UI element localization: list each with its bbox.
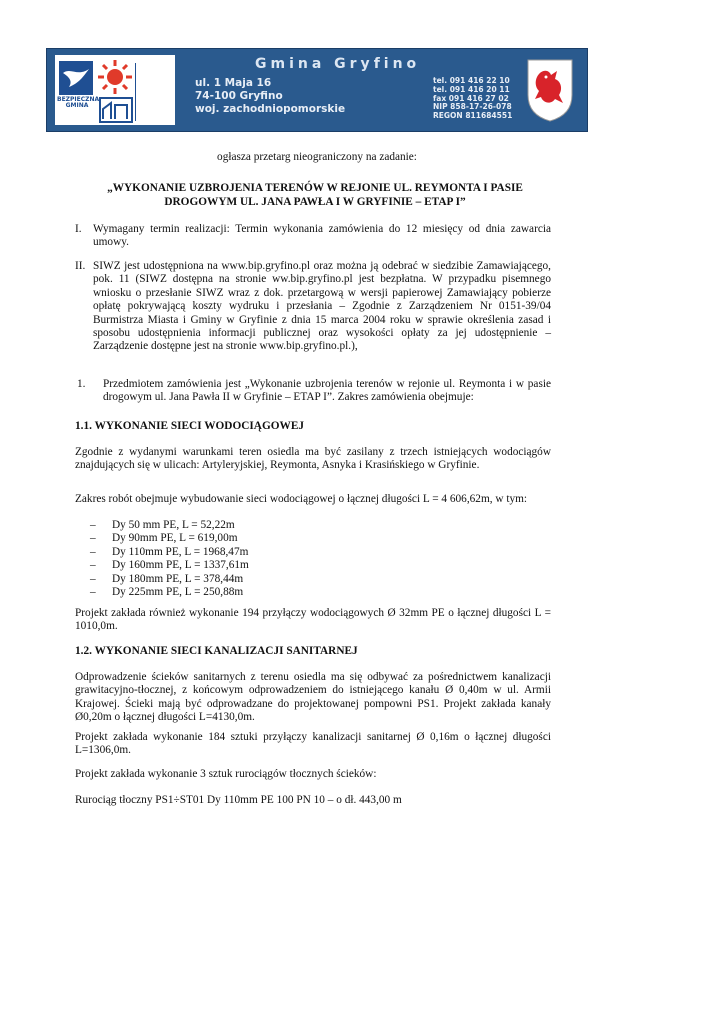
list-item-text: Dy 110mm PE, L = 1968,47m <box>112 545 249 558</box>
list-item-text: Dy 50 mm PE, L = 52,22m <box>112 519 235 531</box>
list-dash: – <box>90 559 96 572</box>
scope-paragraph: Zakres robót obejmuje wybudowanie sieci wodociągowej o łącznej długości L = 4 606,62m, w tym: <box>75 493 528 505</box>
sun-icon <box>97 59 133 95</box>
address-line: ul. 1 Maja 16 <box>195 77 272 89</box>
item-1-text: Przedmiotem zamówienia jest „Wykonanie uzbrojenia terenów w rejonie ul. Reymonta i w pasie drogowym ul. Jana Pawła II w Gryfinie – ETAP I”. Zakres zamówienia obejmuje: <box>103 378 551 404</box>
coat-of-arms <box>525 57 575 123</box>
logo-text: BEZPIECZNA GMINA <box>57 96 100 109</box>
section-i-marker: I. <box>75 223 82 235</box>
section-ii-marker: II. <box>75 260 86 272</box>
pipe-list <box>90 519 249 599</box>
list-dash: – <box>90 519 96 531</box>
tender-title <box>80 181 550 209</box>
contact-line: tel. 091 416 20 11 <box>433 84 510 94</box>
building-icon <box>99 97 133 123</box>
list-dash: – <box>90 586 96 599</box>
list-item <box>90 559 249 572</box>
pressure-pipes-paragraph: Projekt zakłada wykonanie 3 sztuk rurociągów tłocznych ścieków: <box>75 768 377 780</box>
list-item <box>90 573 249 586</box>
banner-contact <box>433 77 512 121</box>
address-line: 74-100 Gryfino <box>195 90 283 102</box>
municipality-logo <box>55 55 175 125</box>
list-item-text: Dy 90mm PE, L = 619,00m <box>112 532 238 545</box>
intro-text: ogłasza przetarg nieograniczony na zadanie: <box>217 151 417 163</box>
list-dash: – <box>90 572 96 585</box>
contact-line: NIP 858-17-26-078 <box>433 102 512 112</box>
section-1-2-heading: 1.2. WYKONANIE SIECI KANALIZACJI SANITARNEJ <box>75 645 358 657</box>
contact-line: REGON 811684551 <box>433 111 513 121</box>
list-item-text: Dy 180mm PE, L = 378,44m <box>112 572 244 585</box>
list-dash: – <box>90 545 96 558</box>
list-item <box>90 586 249 599</box>
list-dash: – <box>90 532 96 545</box>
list-item-text: Dy 160mm PE, L = 1337,61m <box>112 559 249 572</box>
section-i-text: Wymagany termin realizacji: Termin wykonania zamówienia do 12 miesięcy od dnia zawarcia umowy. <box>93 223 551 249</box>
sewage-connections-paragraph: Projekt zakłada wykonanie 184 sztuki przyłączy kanalizacji sanitarnej Ø 0,16m o łącznej długości L=1306,0m. <box>75 731 551 757</box>
item-1-marker: 1. <box>77 378 86 390</box>
pressure-pipe-line: Rurociąg tłoczny PS1÷ST01 Dy 110mm PE 100 PN 10 – o dł. 443,00 m <box>75 794 402 806</box>
connections-paragraph: Projekt zakłada również wykonanie 194 przyłączy wodociągowych Ø 32mm PE o łącznej długości L = 1010,0m. <box>75 607 551 633</box>
tender-title-line: „WYKONANIE UZBROJENIA TERENÓW W REJONIE UL. REYMONTA I PASIE <box>107 182 523 194</box>
banner-address <box>195 77 345 116</box>
address-line: woj. zachodniopomorskie <box>195 103 346 115</box>
swallow-icon <box>59 61 93 95</box>
list-item <box>90 546 249 559</box>
list-item <box>90 532 249 545</box>
contact-line: fax 091 416 27 02 <box>433 93 509 103</box>
section-1-1-paragraph: Zgodnie z wydanymi warunkami teren osiedla ma być zasilany z trzech istniejących wodociągów znajdujących się w ulicach: Artyleryjskiej, Reymonta, Asnyka i Krasińskiego w Gryfinie. <box>75 446 551 472</box>
contact-line: tel. 091 416 22 10 <box>433 76 510 85</box>
header-banner <box>46 48 588 132</box>
tender-title-line: DROGOWYM UL. JANA PAWŁA I W GRYFINIE – ETAP I” <box>164 196 466 208</box>
sewage-paragraph: Odprowadzenie ścieków sanitarnych z terenu osiedla ma się odbywać za pośrednictwem kanalizacji grawitacyjno-tłocznej, z końcowym odprowadzeniem do istniejącego kanału Ø 0,40m w ul. Armii Krajowej. Ścieki mają być odprowadzane do projektowanej pompowni PS1. Projekt zakłada kanały Ø0,20m o łącznej długości L=4130,0m. <box>75 671 551 724</box>
banner-title: Gmina Gryfino <box>255 56 421 72</box>
section-1-1-heading: 1.1. WYKONANIE SIECI WODOCIĄGOWEJ <box>75 420 305 432</box>
list-item <box>90 519 249 532</box>
section-ii-text: SIWZ jest udostępniona na www.bip.gryfino.pl oraz można ją odebrać w siedzibie Zamawiającego, pok. 11 (SIWZ dostępna na stronie ww.bip.gryfino.pl jest bezpłatna. W przypadku pisemnego wniosku o przesłanie SIWZ wraz z dok. przetargową w wersji papierowej Zamawiający pobierze opłatę pokrywającą koszty wydruku i przesłania – Zgodnie z Zarządzeniem Nr 0151-39/04 Burmistrza Miasta i Gminy w Gryfinie z dnia 15 marca 2004 roku w sprawie określenia zasad i sposobu udostępnienia informacji publicznej oraz wysokości opłaty za jej udostępnienie – Zarządzenie dostępne jest na stronie www.bip.gryfino.pl.), <box>93 260 551 353</box>
logo-divider <box>135 63 136 121</box>
list-item-text: Dy 225mm PE, L = 250,88m <box>112 586 244 599</box>
